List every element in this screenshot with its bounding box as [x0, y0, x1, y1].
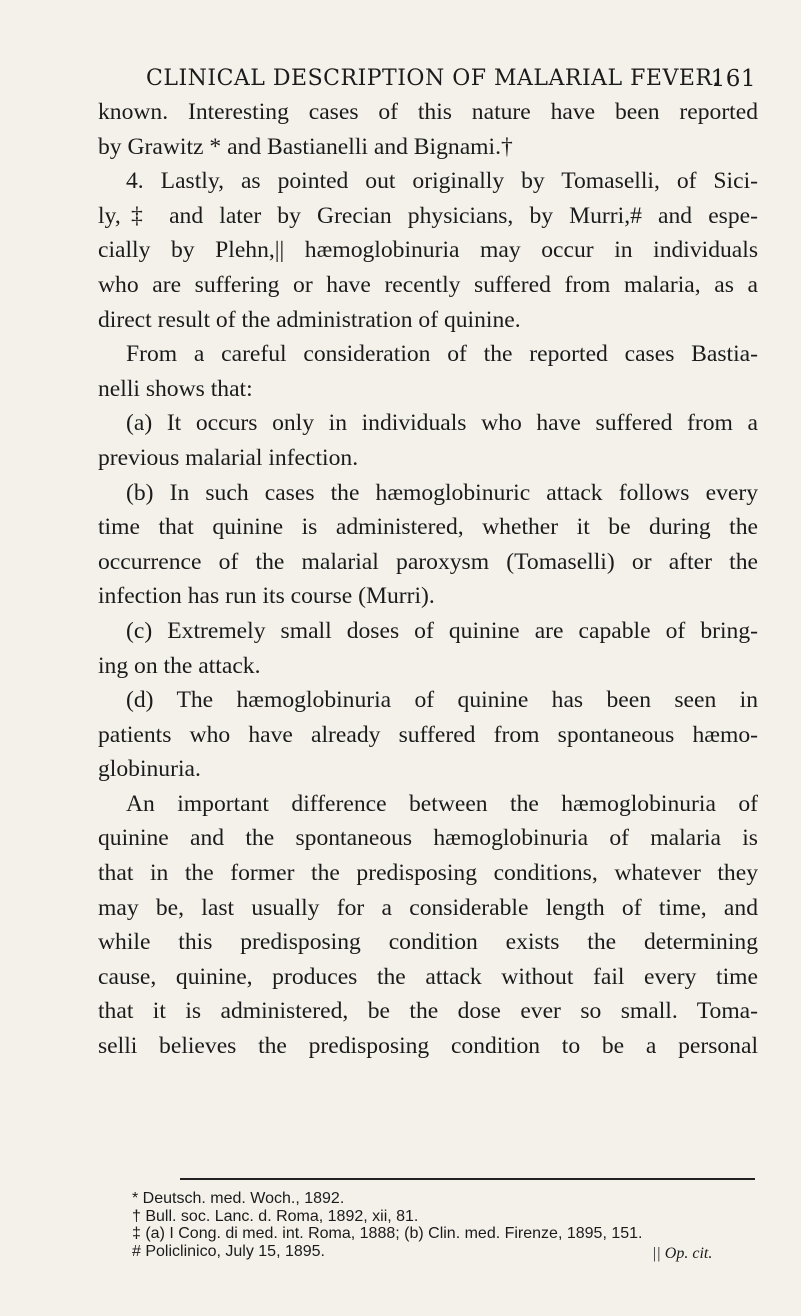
text-line: (b) In such cases the hæmoglobinuric attack follows every: [126, 479, 758, 506]
text-line: previous malarial infection.: [98, 444, 359, 471]
text-line: cially by Plehn,|| hæmoglobinuria may occur in individuals: [98, 237, 758, 264]
text-line: occurrence of the malarial paroxysm (Tomaselli) or after the: [98, 548, 758, 575]
text-line: globinuria.: [98, 756, 201, 783]
text-line: by Grawitz * and Bastianelli and Bignami.†: [98, 133, 513, 160]
text-line: ly,‡ and later by Grecian physicians, by Murri,# and espe-: [98, 202, 758, 229]
body-text: [98, 95, 758, 1064]
text-line: while this predisposing condition exists the determining: [98, 929, 758, 956]
text-line: (d) The hæmoglobinuria of quinine has been seen in: [126, 687, 758, 714]
footnotes: [132, 1190, 772, 1260]
footnote: # Policlinico, July 15, 1895.: [132, 1242, 325, 1260]
footnote-row: [132, 1243, 772, 1261]
text-line: may be, last usually for a considerable length of time, and: [98, 894, 758, 921]
text-line: ing on the attack.: [98, 652, 261, 679]
text-line: infection has run its course (Murri).: [98, 583, 435, 610]
footnote: * Deutsch. med. Woch., 1892.: [132, 1190, 345, 1207]
text-line: 4. Lastly, as pointed out originally by Tomaselli, of Sici-: [126, 168, 758, 195]
text-line: known. Interesting cases of this nature have been reported: [98, 99, 758, 125]
text-line: quinine and the spontaneous hæmoglobinuria of malaria is: [98, 825, 758, 852]
text-line: patients who have already suffered from spontaneous hæmo-: [98, 721, 758, 748]
text-line: cause, quinine, produces the attack without fail every time: [98, 963, 758, 990]
text-line: From a careful consideration of the reported cases Bastia-: [126, 341, 758, 368]
text-line: (c) Extremely small doses of quinine are capable of bring-: [126, 617, 758, 644]
text-line: direct result of the administration of quinine.: [98, 306, 521, 333]
text-line: who are suffering or have recently suffered from malaria, as a: [98, 271, 758, 298]
footnote-divider: [180, 1178, 755, 1180]
footnote-opcit: || Op. cit.: [652, 1244, 713, 1262]
text-line: (a) It occurs only in individuals who have suffered from a: [126, 410, 758, 437]
text-line: nelli shows that:: [98, 375, 253, 402]
page-number: 161: [710, 66, 756, 92]
footnote: † Bull. soc. Lanc. d. Roma, 1892, xii, 81.: [132, 1207, 419, 1225]
footnote: ‡ (a) I Cong. di med. int. Roma, 1888; (b) Clin. med. Firenze, 1895, 151.: [132, 1225, 643, 1242]
text-line: selli believes the predisposing condition to be a personal: [98, 1033, 758, 1060]
chapter-title: CLINICAL DESCRIPTION OF MALARIAL FEVER.: [146, 66, 720, 91]
text-line: that in the former the predisposing conditions, whatever they: [98, 860, 758, 887]
text-line: that it is administered, be the dose ever so small. Toma-: [98, 998, 758, 1025]
text-line: An important difference between the hæmoglobinuria of: [126, 790, 758, 817]
text-line: time that quinine is administered, whether it be during the: [98, 514, 758, 541]
